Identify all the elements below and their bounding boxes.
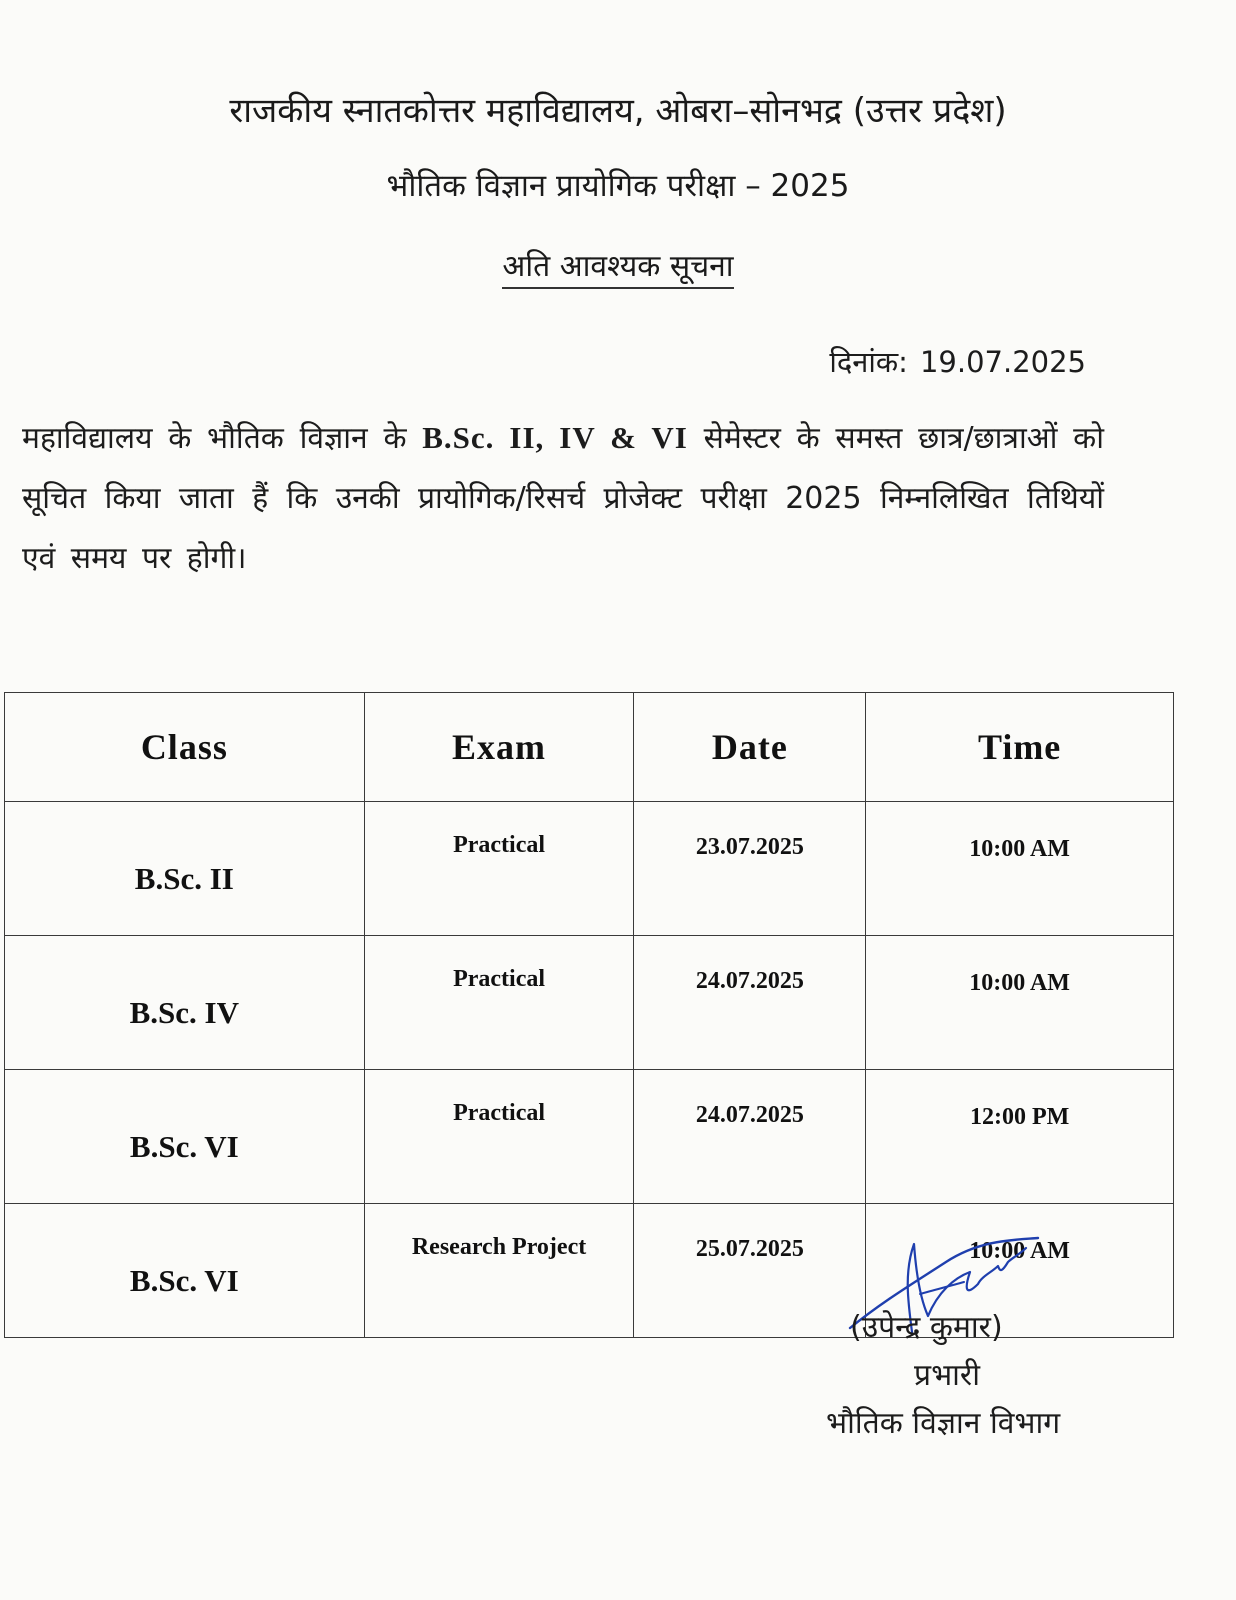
table-row [5,1070,1174,1204]
signatory-department: भौतिक विज्ञान विभाग [826,1406,1061,1441]
body-part-2: सेमेस्टर के समस्त छात्र/छात्राओं को सूचित किया जाता हैं कि उनकी प्रायोगिक/रिसर्च प्रोजेक्ट परीक्षा 2025 निम्नलिखित तिथियों एवं समय पर होगी। [22,421,1104,576]
cell-time: 12:00 PM [866,1070,1174,1204]
notice-date [829,342,1086,381]
body-classes: B.Sc. II, IV & VI [422,420,688,455]
notice-title-text: अति आवश्यक सूचना [502,244,733,289]
cell-class: B.Sc. II [5,802,365,936]
cell-exam: Practical [364,1070,634,1204]
signatory-role: प्रभारी [914,1358,980,1393]
header-class: Class [5,693,365,802]
college-name: राजकीय स्नातकोत्तर महाविद्यालय, ओबरा–सोनभद्र (उत्तर प्रदेश) [229,91,1007,131]
date-label: दिनांक: [829,345,908,379]
signatory-name: (उपेन्द्र कुमार) [850,1310,1003,1345]
header-exam: Exam [364,693,634,802]
cell-class: B.Sc. VI [5,1070,365,1204]
cell-exam: Practical [364,802,634,936]
cell-class: B.Sc. VI [5,1204,365,1338]
body-part-1: महाविद्यालय के भौतिक विज्ञान के [22,421,423,456]
exam-title: भौतिक विज्ञान प्रायोगिक परीक्षा – 2025 [386,168,850,204]
cell-date: 24.07.2025 [634,1070,866,1204]
cell-exam: Research Project [364,1204,634,1338]
table-row [5,936,1174,1070]
header-date: Date [634,693,866,802]
table-row [5,802,1174,936]
table-header-row [5,693,1174,802]
signatory-block [820,1304,1120,1448]
date-value: 19.07.2025 [919,345,1086,379]
cell-time: 10:00 AM [866,1204,1174,1338]
cell-time: 10:00 AM [866,936,1174,1070]
cell-date: 24.07.2025 [634,936,866,1070]
cell-time: 10:00 AM [866,802,1174,936]
cell-class: B.Sc. IV [5,936,365,1070]
cell-exam: Practical [364,936,634,1070]
notice-title [0,244,1236,289]
cell-date: 25.07.2025 [634,1204,866,1338]
notice-body [22,408,1104,589]
header-time: Time [866,693,1174,802]
cell-date: 23.07.2025 [634,802,866,936]
